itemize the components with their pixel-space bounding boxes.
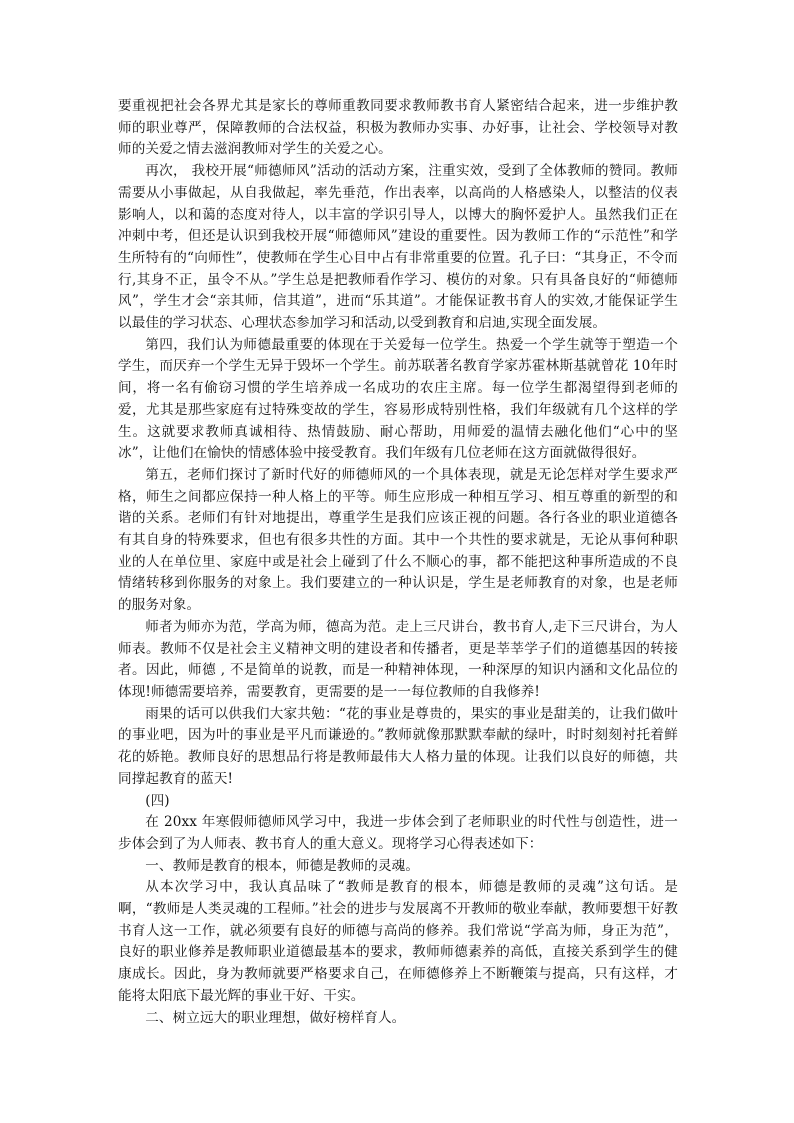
- document-body: [118, 96, 678, 1029]
- paragraph-heading-one-body: 从本次学习中，我认真品味了“教师是教育的根本，师德是教师的灵魂”这句话。是啊，“教师是人类灵魂的工程师。”社会的进步与发展离不开教师的敬业奉献，教师要想干好教书育人这一工作，就必须要有良好的师德与高尚的修养。我们常说“学高为师，身正为范”，良好的职业修养是教师职业道德最基本的要求，教师师德素养的高低，直接关系到学生的健康成长。因此，身为教师就要严格要求自己，在师德修养上不断鞭策与提高，只有这样，才能将太阳底下最光辉的事业干好、干实。: [118, 879, 678, 1004]
- paragraph-hugo-quote: 雨果的话可以供我们大家共勉：“花的事业是尊贵的，果实的事业是甜美的，让我们做叶的事业吧，因为叶的事业是平凡而谦逊的。”教师就像那默默奉献的绿叶，时时刻刻衬托着鲜花的娇艳。教师良好的思想品行将是教师最伟大人格力量的体现。让我们以良好的师德，共同撑起教育的蓝天!: [118, 705, 678, 787]
- paragraph-fifth: 第五，老师们探讨了新时代好的师德师风的一个具体表现，就是无论怎样对学生要求严格，师生之间都应保持一种人格上的平等。师生应形成一种相互学习、相互尊重的新型的和谐的关系。老师们有针对地提出，尊重学生是我们应该正视的问题。各行各业的职业道德各有其自身的特殊要求，但也有很多共性的方面。其中一个共性的要求就是，无论从事何种职业的人在单位里、家庭中或是社会上碰到了什么不顺心的事，都不能把这种事所造成的不良情绪转移到你服务的对象上。我们要建立的一种认识是，学生是老师教育的对象，也是老师的服务对象。: [118, 466, 678, 614]
- paragraph-teacher-model: 师者为师亦为范，学高为师，德高为范。走上三尺讲台，教书育人,走下三尺讲台，为人师表。教师不仅是社会主义精神文明的建设者和传播者，更是莘莘学子们的道德基因的转接者。因此，师德 , 不是简单的说教，而是一种精神体现，一种深厚的知识内涵和文化品位的体现!师德需要培养，需要教育，更需要的是一一每位教师的自我修养!: [118, 618, 678, 700]
- paragraph-fourth: 第四，我们认为师德最重要的体现在于关爱每一位学生。热爱一个学生就等于塑造一个学生，而厌弃一个学生无异于毁坏一个学生。前苏联著名教育学家苏霍林斯基就曾花 10年时间，将一名有偷窃习惯的学生培养成一名成功的农庄主席。每一位学生都渴望得到老师的爱，尤其是那些家庭有过特殊变故的学生，容易形成特别性格，我们年级就有几个这样的学生。这就要求教师真诚相待、热情鼓励、耐心帮助，用师爱的温情去融化他们“心中的坚冰”，让他们在愉快的情感体验中接受教育。我们年级有几位老师在这方面就做得很好。: [118, 336, 678, 462]
- heading-two: 二、树立远大的职业理想，做好榜样育人。: [145, 1009, 406, 1026]
- paragraph-continuation: 要重视把社会各界尤其是家长的尊师重教同要求教师教书育人紧密结合起来，进一步维护教师的职业尊严，保障教师的合法权益，积极为教师办实事、办好事，让社会、学校领导对教师的关爱之情去滋润教师对学生的关爱之心。: [118, 98, 678, 158]
- paragraph-third: 再次， 我校开展“师德师风”活动的活动方案，注重实效，受到了全体教师的赞同。教师需要从小事做起，从自我做起，率先垂范，作出表率，以高尚的人格感染人，以整洁的仪表影响人，以和蔼的态度对待人，以丰富的学识引导人，以博大的胸怀爱护人。虽然我们正在冲刺中考，但还是认识到我校开展“师德师风”建设的重要性。因为教师工作的“示范性”和学生所特有的“向师性”，使教师在学生心目中占有非常重要的位置。孔子曰：“其身正，不令而行,其身不正，虽令不从。”学生总是把教师看作学习、模仿的对象。只有具备良好的“师德师风”，学生才会“亲其师，信其道”，进而“乐其道”。才能保证教书育人的实效,才能保证学生以最佳的学习状态、心理状态参加学习和活动,以受到教育和启迪,实现全面发展。: [118, 163, 678, 332]
- section-number: (四): [145, 792, 170, 809]
- heading-one: 一、教师是教育的根本，师德是教师的灵魂。: [145, 857, 420, 874]
- paragraph-intro: 在 20xx 年寒假师德师风学习中，我进一步体会到了老师职业的时代性与创造性，进一步体会到了为人师表、教书育人的重大意义。现将学习心得表述如下：: [118, 814, 678, 852]
